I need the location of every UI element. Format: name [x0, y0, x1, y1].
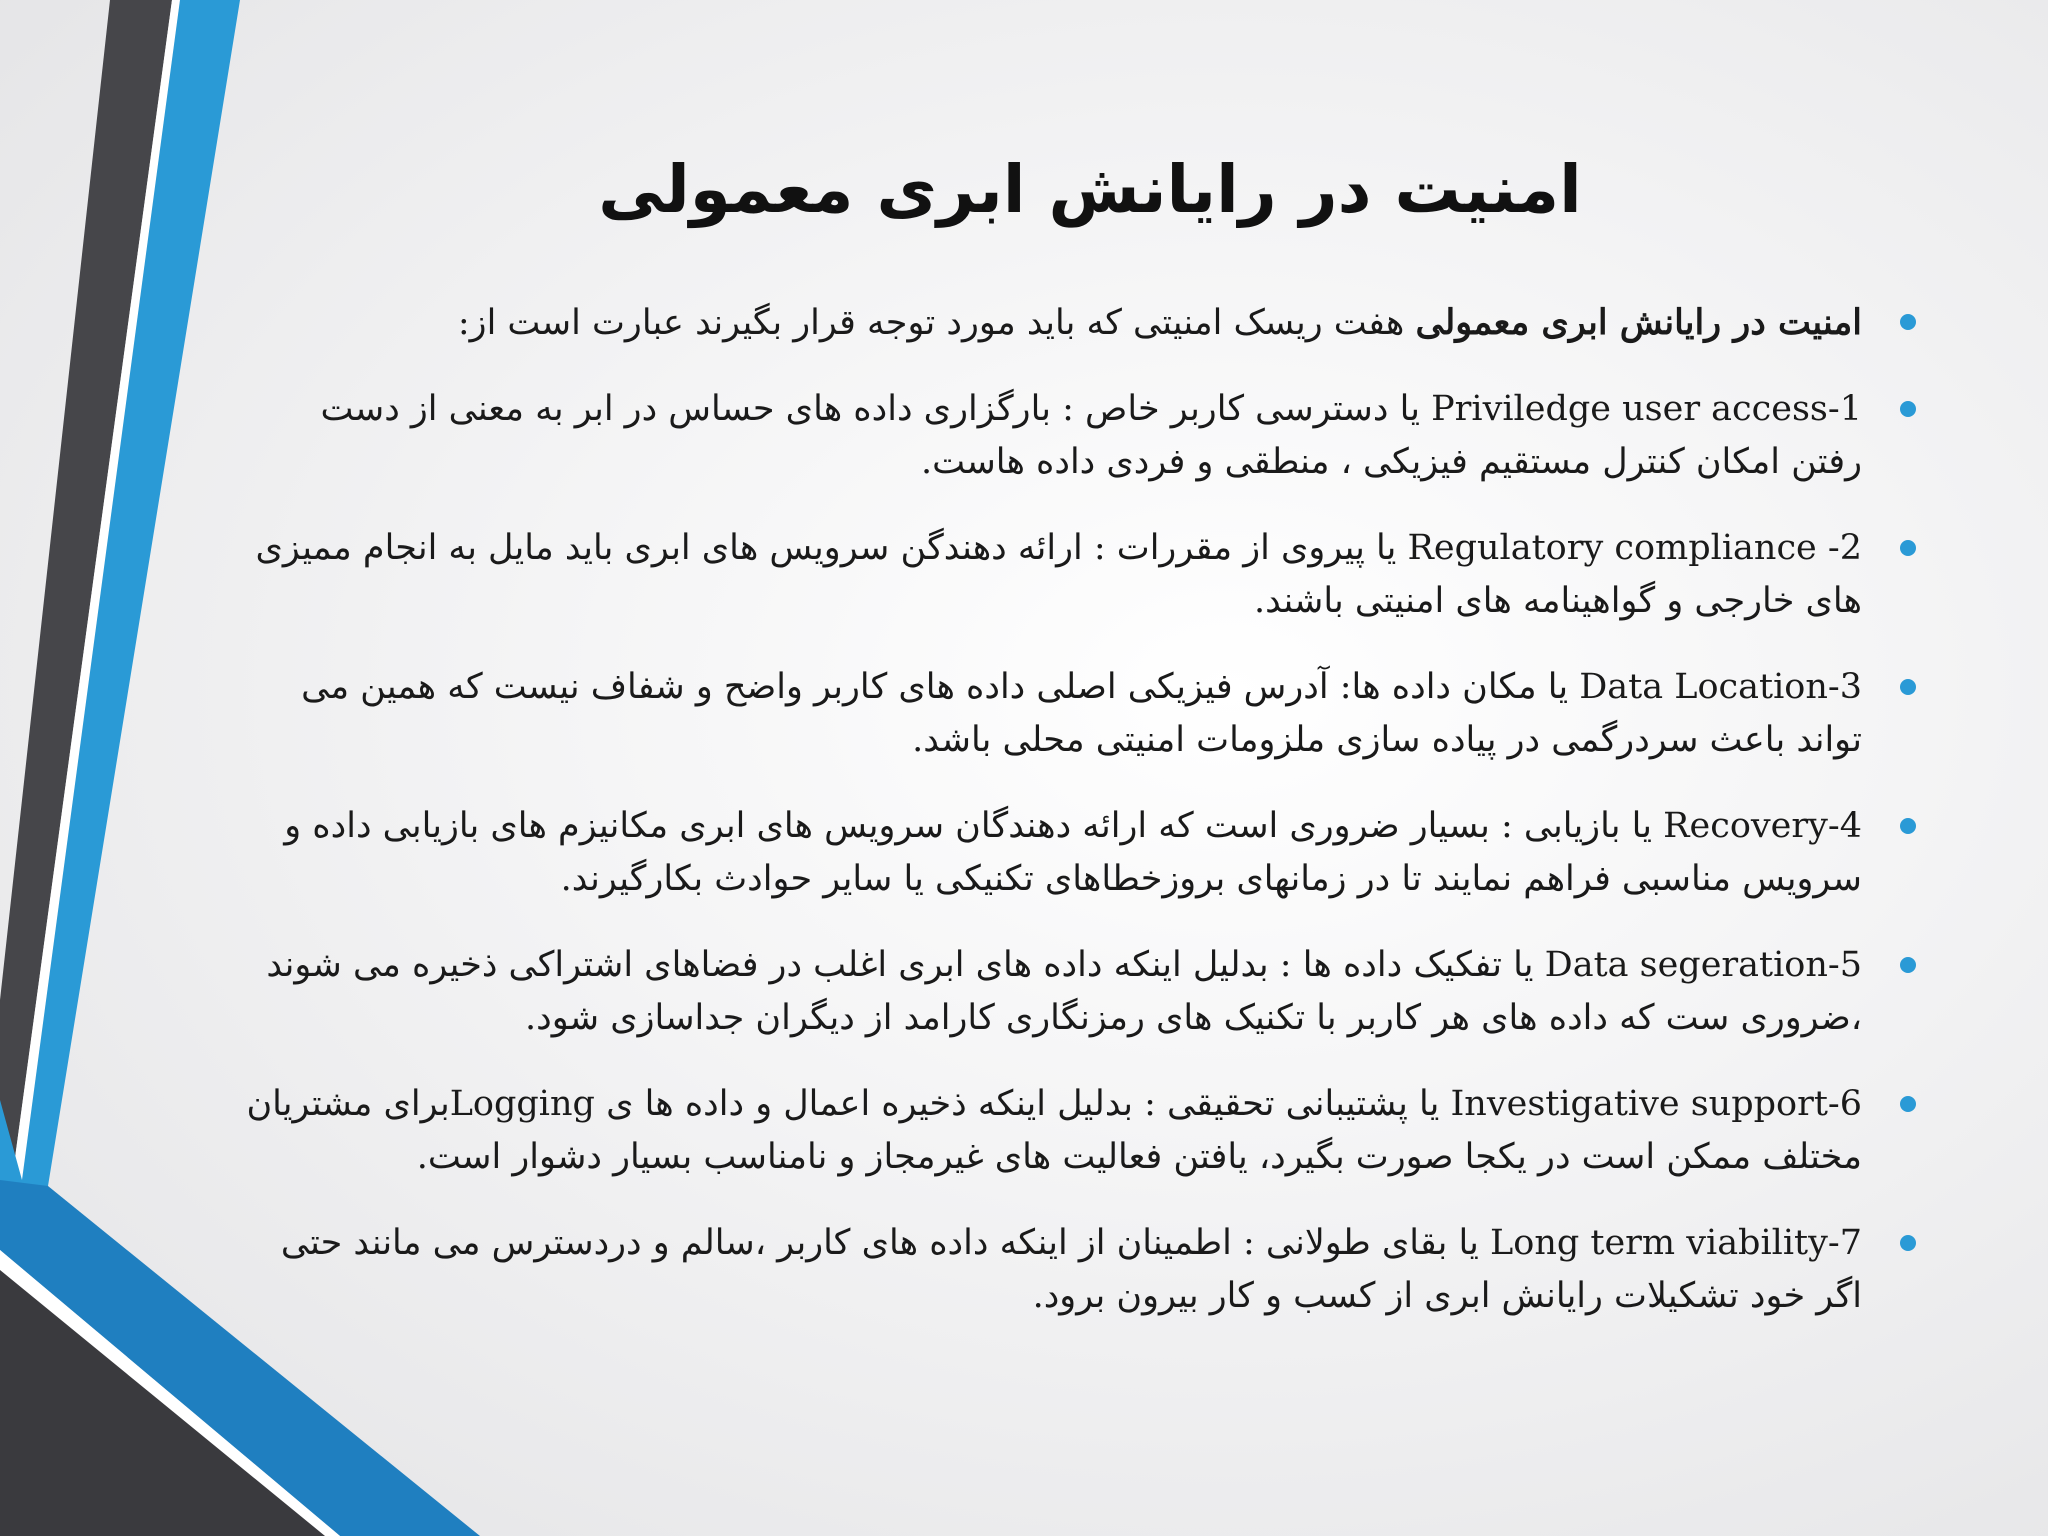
left-dark-stripe [0, 0, 172, 1180]
bullet-lead: امنیت در رایانش ابری معمولی [1415, 302, 1862, 343]
bullet-intro [240, 296, 1920, 350]
bullet-long-term-viability [240, 1217, 1920, 1323]
bullet-text: 3-Data Location یا مکان داده ها: آدرس فیزیکی اصلی داده های کاربر واضح و شفاف نیست که همین می تواند باعث سردرگمی در پیاده سازی ملزومات امنیتی محلی باشد. [301, 667, 1862, 760]
bullet-dot-icon [1900, 401, 1916, 417]
bullet-data-location [240, 661, 1920, 767]
bullet-dot-icon [1900, 314, 1916, 330]
bullet-privileged-access [240, 383, 1920, 489]
slide-title: امنیت در رایانش ابری معمولی [598, 151, 1582, 228]
bullet-dot-icon [1900, 540, 1916, 556]
bullet-investigative-support [240, 1078, 1920, 1184]
bullet-dot-icon [1900, 818, 1916, 834]
bullet-recovery [240, 800, 1920, 906]
bullet-dot-icon [1900, 679, 1916, 695]
bullet-text: 6-Investigative support یا پشتیبانی تحقیقی : بدلیل اینکه ذخیره اعمال و داده ها ی Loggingبرای مشتریان مختلف ممکن است در یکجا صورت بگیرد، یافتن فعالیت های غیرمجاز و نامناسب بسیار دشوار است. [246, 1084, 1862, 1177]
bullet-dot-icon [1900, 957, 1916, 973]
bullet-text: هفت ریسک امنیتی که باید مورد توجه قرار بگیرند عبارت است از: [457, 303, 1416, 343]
bullet-text: 5-Data segeration یا تفکیک داده ها : بدلیل اینکه داده های ابری اغلب در فضاهای اشتراکی ذخیره می شوند ،ضروری ست که داده های هر کاربر با تکنیک های رمزنگاری کارامد از دیگران جداسازی شود. [266, 945, 1862, 1038]
bullet-dot-icon [1900, 1235, 1916, 1251]
bullet-text: 7-Long term viability یا بقای طولانی : اطمینان از اینکه داده های کاربر ،سالم و دردسترس می مانند حتی اگر خود تشکیلات رایانش ابری از کسب و کار بیرون برود. [280, 1223, 1862, 1316]
bullet-dot-icon [1900, 1096, 1916, 1112]
bullet-list [240, 296, 1920, 1356]
bullet-regulatory-compliance [240, 522, 1920, 628]
bullet-text: 2- Regulatory compliance یا پیروی از مقررات : ارائه دهندگن سرویس های ابری باید مایل به انجام ممیزی های خارجی و گواهینامه های امنیتی باشند. [255, 528, 1862, 621]
bullet-text: 4-Recovery یا بازیابی : بسیار ضروری است که ارائه دهندگان سرویس های ابری مکانیزم های بازیابی داده و سرویس مناسبی فراهم نمایند تا در زمانهای بروزخطاهای تکنیکی یا سایر حوادث بکارگیرند. [284, 806, 1862, 899]
bullet-text: 1-Priviledge user access یا دسترسی کاربر خاص : بارگزاری داده های حساس در ابر به معنی از دست رفتن امکان کنترل مستقیم فیزیکی ، منطقی و فردی داده هاست. [320, 389, 1862, 482]
bullet-data-segregation [240, 939, 1920, 1045]
